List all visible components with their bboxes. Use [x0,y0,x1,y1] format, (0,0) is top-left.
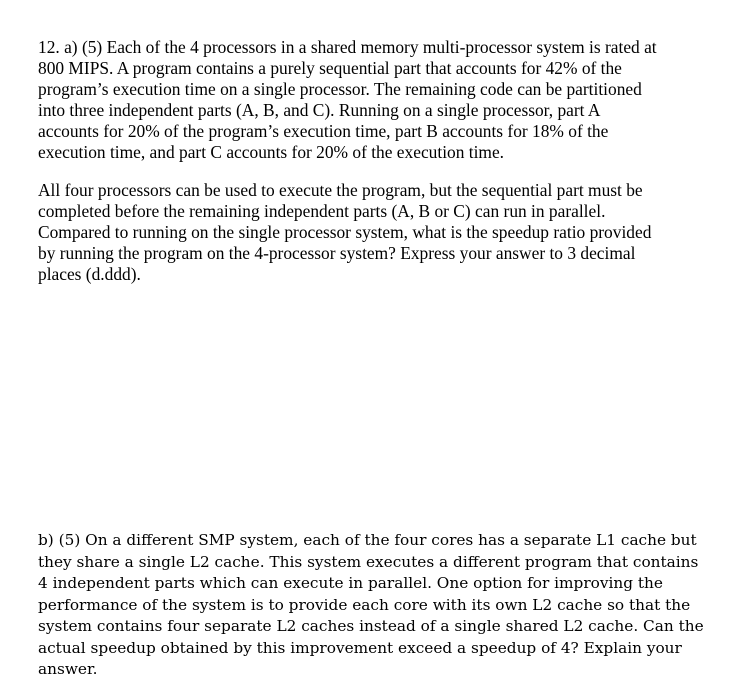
text-line: 12. a) (5) Each of the 4 processors in a shared memory multi-processor system is rated at [38,37,657,57]
question-a-paragraph-1 [38,37,657,163]
text-line: completed before the remaining independent parts (A, B or C) can run in parallel. [38,201,606,221]
question-b-paragraph [38,530,704,681]
text-line: system contains four separate L2 caches instead of a single shared L2 cache. Can the [38,617,704,635]
question-a-paragraph-2 [38,180,651,285]
text-line: performance of the system is to provide each core with its own L2 cache so that the [38,595,691,614]
text-line: 4 independent parts which can execute in parallel. One option for improving the [38,574,663,592]
text-line: 800 MIPS. A program contains a purely sequential part that accounts for 42% of the [38,58,622,78]
text-line: they share a single L2 cache. This system executes a different program that contains [38,552,699,571]
text-line: places (d.ddd). [38,264,141,284]
text-line: b) (5) On a different SMP system, each of the four cores has a separate L1 cache but [38,531,697,549]
text-line: by running the program on the 4-processor system? Express your answer to 3 decimal [38,243,636,263]
text-line: actual speedup obtained by this improvement exceed a speedup of 4? Explain your [38,638,682,657]
text-line: execution time, and part C accounts for 20% of the execution time. [38,142,505,162]
text-line: answer. [38,660,98,678]
text-line: Compared to running on the single processor system, what is the speedup ratio provided [38,222,652,242]
text-line: program’s execution time on a single processor. The remaining code can be partitioned [38,79,642,99]
text-line: All four processors can be used to execute the program, but the sequential part must be [38,180,643,200]
text-line: into three independent parts (A, B, and C). Running on a single processor, part A [38,100,601,120]
text-line: accounts for 20% of the program’s execution time, part B accounts for 18% of the [38,121,609,141]
